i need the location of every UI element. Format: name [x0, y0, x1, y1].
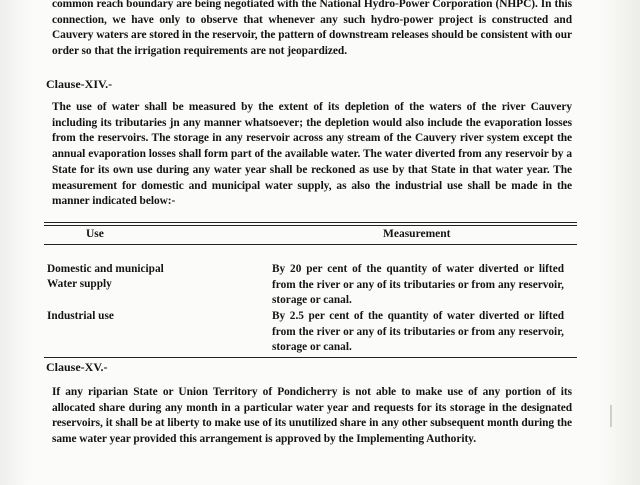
measurement-cell: By 2.5 per cent of the quantity of water diverted or lifted from the river or any of its tributaries or from any reservoir, storage or canal. [272, 310, 564, 354]
intro-paragraph: common reach boundary are being negotiated with the National Hydro-Power Corporation (NHPC). In this connection, we have only to observe that whenever any such hydro-power project is constructed and Cauvery waters are stored in the reservoir, the pattern of downstream releases should be consistent with our order so that the irrigation requirements are not jeopardized. [52, 0, 572, 58]
clause-xiv-heading: Clause-XIV.- [46, 77, 113, 91]
column-header-measurement: Measurement [383, 228, 451, 240]
use-cell-line1: Domestic and municipal [47, 263, 164, 275]
table-bottom-rule [44, 357, 577, 358]
table-top-rule [44, 222, 577, 223]
measurement-cell: By 20 per cent of the quantity of water diverted or lifted from the river or any of its tributaries or from any reservoir, storage or canal. [272, 263, 564, 307]
clause-xv-body: If any riparian State or Union Territory of Pondicherry is not able to make use of any portion of its allocated share during any month in a particular water year and requests for its storage in the designated reservoirs, it shall be at liberty to make use of its unutilized share in any other subsequent month during the same water year provided this arrangement is approved by the Implementing Authority. [52, 386, 572, 446]
clause-xv-heading: Clause-XV.- [46, 360, 108, 374]
table-header-rule [44, 244, 577, 245]
use-cell-line2: Water supply [47, 278, 112, 290]
clause-xiv-body: The use of water shall be measured by the extent of its depletion of the waters of the river Cauvery including its tributaries jn any manner whatsoever; the depletion would also include the evaporation losses from the reservoirs. The storage in any reservoir across any stream of the Cauvery river system except the annual evaporation losses shall form part of the available water. The water diverted from any reservoir by a State for its own use during any water year shall be reckoned as use by that State in that water year. The measurement for domestic and municipal water supply, as also the industrial use shall be made in the manner indicated below:- [52, 101, 572, 208]
page-margin-mark [610, 405, 612, 427]
table-top-rule-double [44, 225, 577, 226]
column-header-use: Use [86, 228, 104, 240]
use-cell-line1: Industrial use [47, 310, 114, 322]
